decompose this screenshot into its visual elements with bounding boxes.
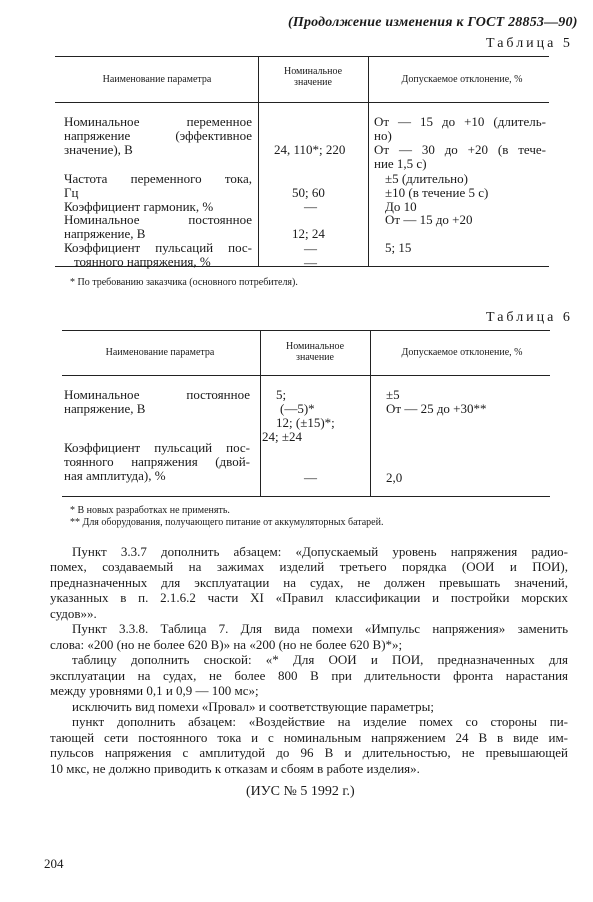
table5-row2-deviation-line2: ±10 (в течение 5 с) [385, 185, 489, 200]
table5-row1-name-line1: Номинальное переменное [64, 114, 252, 129]
table5-footnote: * По требованию заказчика (основного потребителя). [70, 277, 298, 288]
body-line-11: исключить вид помехи «Провал» и соответствующие параметры; [72, 699, 434, 714]
table5-row1-deviation-line4: ние 1,5 с) [374, 156, 427, 171]
table5-row2-value: 50; 60 [292, 185, 325, 200]
body-line-8: таблицу дополнить сноской: «* Для ООИ и ПОИ, предназначенных для [72, 652, 568, 667]
body-line-3: предназначенных для эксплуатации на судах, не должен превышать значений, [50, 575, 568, 590]
table5-row5-value-line1: — [304, 241, 317, 256]
table5-caption: Таблица 5 [486, 36, 573, 51]
table5-row1-name-line3: значение), В [64, 142, 133, 157]
table5-row3-value: — [304, 199, 317, 214]
table5-row1-value: 24, 110*; 220 [274, 142, 346, 157]
table5-row1-deviation-line3: От — 30 до +20 (в тече- [374, 142, 546, 157]
body-line-9: эксплуатации на судах, не более 800 В при длительности фронта нарастания [50, 668, 568, 683]
table6-row1-name-line2: напряжение, В [64, 401, 146, 416]
table6-row2-name-line1: Коэффициент пульсаций пос- [64, 440, 250, 455]
table6-col-divider-2 [370, 331, 371, 496]
table5-row4-name-line2: напряжение, В [64, 226, 146, 241]
body-line-6: Пункт 3.3.8. Таблица 7. Для вида помехи «Импульс напряжения» заменить [72, 621, 568, 636]
table6-col-header-deviation: Допускаемое отклонение, % [401, 347, 523, 358]
table5-row1-deviation-line1: От — 15 до +10 (длитель- [374, 114, 546, 129]
table6-row1-value-line3: 12; (±15)*; [276, 415, 335, 430]
table6-caption: Таблица 6 [486, 310, 573, 325]
body-line-10: между уровнями 0,1 и 0,9 — 100 мс»; [50, 683, 259, 698]
table5-row2-deviation-line1: ±5 (длительно) [385, 171, 468, 186]
table5-row5-value-line2: — [304, 255, 317, 270]
table5-row3-deviation: До 10 [385, 199, 417, 214]
table6-header-rule [62, 375, 550, 376]
table5-col-header-value: Номинальное значение [283, 66, 343, 88]
table5-top-rule [55, 56, 549, 57]
table6-row1-name-line1: Номинальное постоянное [64, 387, 250, 402]
body-line-12: пункт дополнить абзацем: «Воздействие на изделие помех со стороны пи- [72, 714, 568, 729]
table6-row2-value: — [304, 470, 317, 485]
table5-row4-value: 12; 24 [292, 226, 325, 241]
page-number: 204 [44, 856, 64, 871]
table6-row2-name-line2: тоянного напряжения (двой- [64, 454, 250, 469]
body-line-15: 10 мкс, не должно приводить к отказам и сбоям в работе изделия». [50, 761, 420, 776]
document-header: (Продолжение изменения к ГОСТ 28853—90) [288, 15, 578, 30]
table5-col-header-name: Наименование параметра [102, 74, 212, 85]
table6-top-rule [62, 330, 550, 331]
table6-row1-value-line2: (—5)* [280, 401, 315, 416]
table6-row1-deviation-line2: От — 25 до +30** [386, 401, 487, 416]
table5-col-divider-2 [368, 57, 369, 266]
body-line-7: слова: «200 (но не более 620 В)» на «200 (но не более 620 В)*»; [50, 637, 403, 652]
body-line-5: судов»». [50, 606, 97, 621]
body-line-1: Пункт 3.3.7 дополнить абзацем: «Допускаемый уровень напряжения радио- [72, 544, 568, 559]
table6-col-header-name: Наименование параметра [105, 347, 215, 358]
table6-footnote-2: ** Для оборудования, получающего питание от аккумуляторных батарей. [70, 517, 384, 528]
table6-col-header-value: Номинальное значение [285, 341, 345, 363]
body-line-4: указанных в п. 2.1.6.2 части XI «Правил классификации и постройки морских [50, 590, 568, 605]
table6-row1-value-line1: 5; [276, 387, 287, 402]
table6-row1-deviation-line1: ±5 [386, 387, 400, 402]
table5-row5-deviation: 5; 15 [385, 240, 412, 255]
table6-footnote-1: * В новых разработках не применять. [70, 505, 230, 516]
body-line-13: тающей сети постоянного тока и с номинальным напряжением 24 В в виде им- [50, 730, 568, 745]
body-line-14: пульсов напряжения с амплитудой до 96 В и длительностью, не превышающей [50, 745, 568, 760]
table6-bottom-rule [62, 496, 550, 497]
table5-row3-name: Коэффициент гармоник, % [64, 199, 214, 214]
table5-row4-name-line1: Номинальное постоянное [64, 212, 252, 227]
table5-col-header-deviation: Допускаемое отклонение, % [401, 74, 523, 85]
table5-row2-name-line1: Частота переменного тока, [64, 171, 252, 186]
table5-row1-name-line2: напряжение (эффективное [64, 128, 252, 143]
source-reference: (ИУС № 5 1992 г.) [246, 784, 355, 799]
table5-row1-deviation-line2: но) [374, 128, 392, 143]
table6-row2-name-line3: ная амплитуда), % [64, 468, 166, 483]
table5-row2-name-line2: Гц [64, 185, 79, 200]
body-line-2: помех, создаваемый на зажимах изделий третьего порядка (ООИ и ПОИ), [50, 559, 568, 574]
table5-header-rule [55, 102, 549, 103]
table6-col-divider-1 [260, 331, 261, 496]
table5-row4-deviation: От — 15 до +20 [385, 212, 473, 227]
table6-row1-value-line4: 24; ±24 [262, 429, 302, 444]
table5-row5-name-line1: Коэффициент пульсаций пос- [64, 240, 252, 255]
table5-col-divider-1 [258, 57, 259, 266]
table5-row5-name-line2: тоянного напряжения, % [74, 254, 211, 269]
table6-row2-deviation: 2,0 [386, 470, 403, 485]
